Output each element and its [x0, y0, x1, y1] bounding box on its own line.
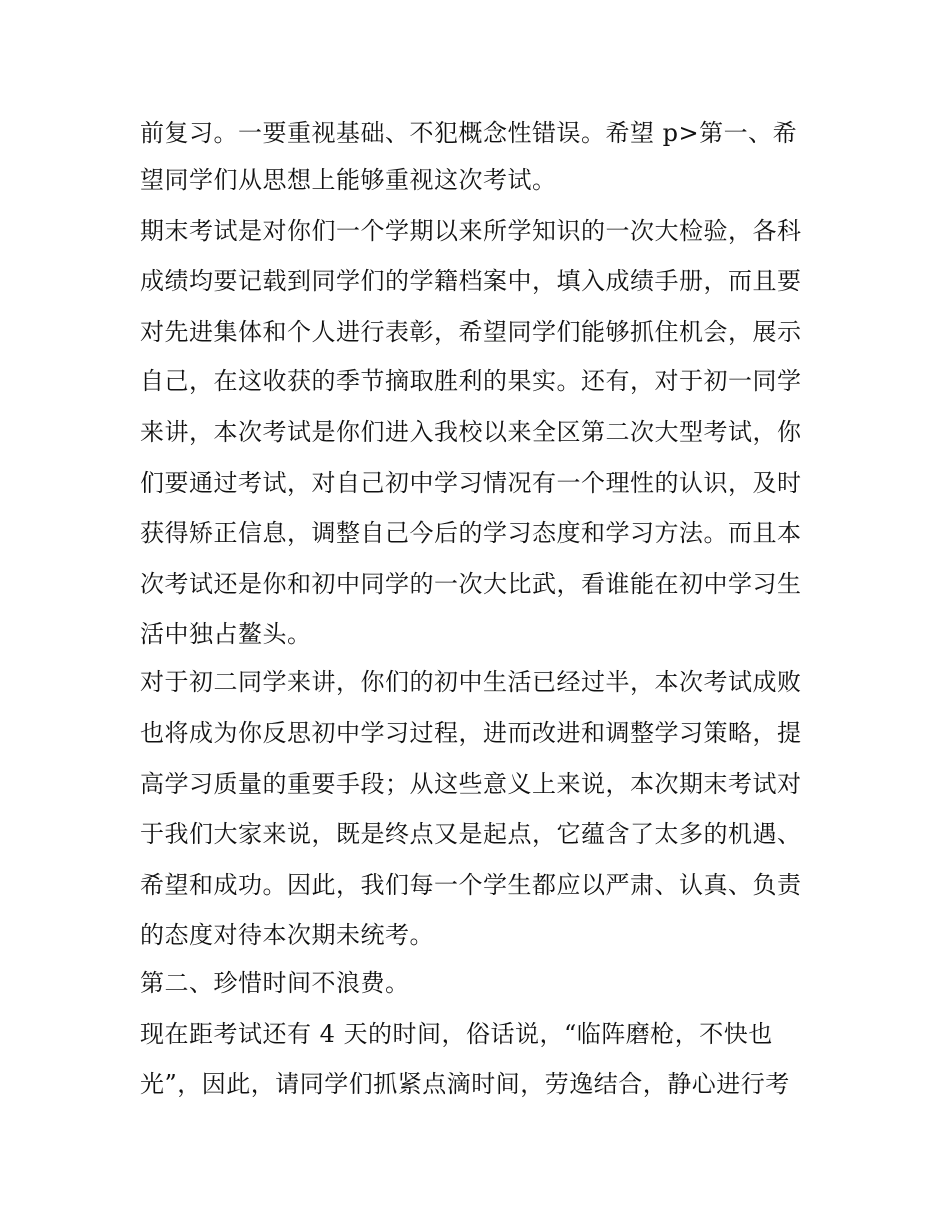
text-line: 现在距考试还有 4 天的时间，俗话说，“临阵磨枪，不快也: [140, 1020, 773, 1048]
text-line: 自己，在这收获的季节摘取胜利的果实。还有，对于初一同学: [140, 367, 802, 395]
text-line: 第二、珍惜时间不浪费。: [140, 969, 410, 997]
text-line: 光”，因此，请同学们抓紧点滴时间，劳逸结合，静心进行考: [140, 1070, 790, 1098]
text-line: 也将成为你反思初中学习过程，进而改进和调整学习策略，提: [140, 719, 802, 747]
text-line: 望同学们从思想上能够重视这次考试。: [140, 166, 557, 194]
text-line: 高学习质量的重要手段；从这些意义上来说，本次期末考试对: [140, 770, 802, 798]
text-line: 活中独占鳌头。: [140, 620, 312, 648]
text-line: 们要通过考试，对自己初中学习情况有一个理性的认识，及时: [140, 469, 802, 497]
text-line: 成绩均要记载到同学们的学籍档案中，填入成绩手册，而且要: [140, 267, 802, 295]
text-line: 前复习。一要重视基础、不犯概念性错误。希望 p>第一、希: [140, 119, 798, 147]
text-line: 来讲，本次考试是你们进入我校以来全区第二次大型考试，你: [140, 418, 802, 446]
text-line: 对先进集体和个人进行表彰，希望同学们能够抓住机会，展示: [140, 318, 802, 346]
text-line: 对于初二同学来讲，你们的初中生活已经过半，本次考试成败: [140, 668, 802, 696]
text-line: 期末考试是对你们一个学期以来所学知识的一次大检验，各科: [140, 217, 802, 245]
text-line: 的态度对待本次期未统考。: [140, 921, 434, 949]
text-line: 获得矫正信息，调整自己今后的学习态度和学习方法。而且本: [140, 519, 802, 547]
text-line: 次考试还是你和初中同学的一次大比武，看谁能在初中学习生: [140, 570, 802, 598]
text-line: 于我们大家来说，既是终点又是起点，它蕴含了太多的机遇、: [140, 820, 802, 848]
text-line: 希望和成功。因此，我们每一个学生都应以严肃、认真、负责: [140, 871, 802, 899]
